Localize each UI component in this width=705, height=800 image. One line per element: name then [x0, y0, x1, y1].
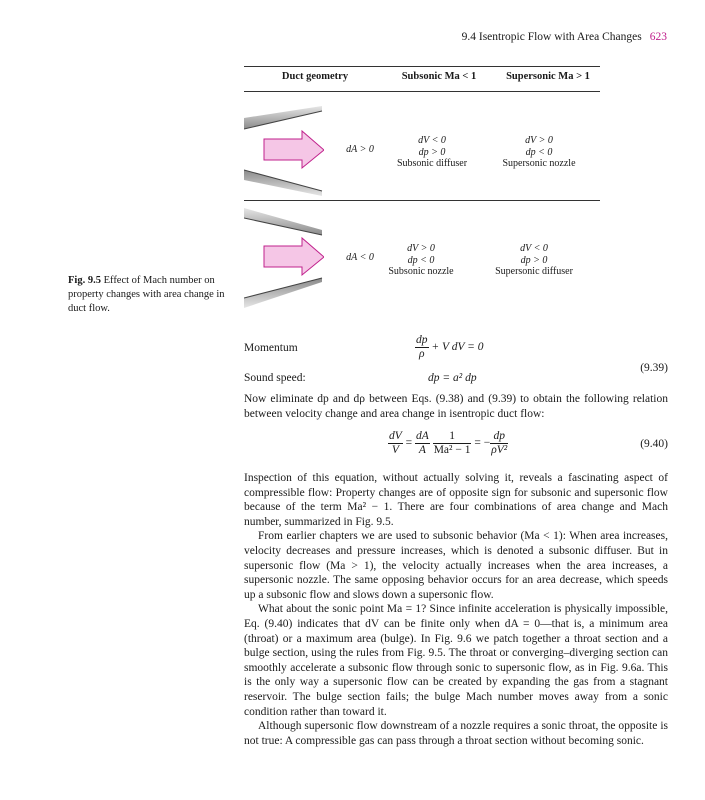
eq940-t2-den: A [418, 444, 426, 456]
eq940-term3 [433, 430, 472, 457]
row2-sup-dp: dp > 0 [520, 254, 548, 266]
eq940-t3-den: Ma² − 1 [433, 444, 471, 456]
momentum-rest: + V dV = 0 [431, 341, 484, 354]
row2-sub-dV: dV > 0 [407, 243, 435, 254]
flow-arrow-icon [264, 238, 324, 275]
row1-sup-dp: dp < 0 [525, 146, 553, 158]
eq-number-940: (9.40) [640, 438, 668, 450]
duct-wall-top [244, 106, 322, 129]
col-header-supersonic: Supersonic Ma > 1 [506, 71, 590, 82]
momentum-fraction [415, 334, 429, 361]
eq940-term4 [490, 430, 508, 457]
figure-caption [68, 274, 238, 316]
eq940-t2-num: dA [416, 430, 429, 442]
eq940-t3-num: 1 [433, 430, 472, 444]
page-number: 623 [649, 31, 667, 43]
row1-sup-dV: dV > 0 [525, 135, 553, 146]
figure-label: Fig. 9.5 [68, 275, 101, 286]
sound-speed-equation: dp = a² dp [428, 372, 477, 384]
section-title: 9.4 Isentropic Flow with Area Changes [461, 31, 642, 43]
row2-supersonic-cell [469, 243, 599, 278]
eq940-t4-num: dp [490, 430, 508, 444]
eq940-equals-1: = [405, 437, 413, 450]
paragraph-2: From earlier chapters we are used to subsonic behavior (Ma < 1): When area increases, velocity decreases and pressure increases, which is denoted a subsonic diffuser. But in supersonic flow (Ma > 1), the velocity actually increases when the area increases, a supersonic nozzle. The same opposing behavior occurs for an area decrease, which speeds up a subsonic flow and slows down a supersonic flow. [244, 530, 668, 601]
momentum-equation [415, 334, 484, 361]
running-header [462, 31, 667, 43]
eq940-minus: − [483, 437, 491, 450]
diverging-duct-diagram [244, 96, 324, 206]
row1-sup-name: Supersonic nozzle [502, 158, 576, 169]
row2-sub-dp: dp < 0 [407, 254, 435, 266]
row1-sub-name: Subsonic diffuser [396, 158, 468, 169]
eq940-t1-num: dV [389, 430, 402, 442]
eq-number-939: (9.39) [640, 362, 668, 374]
row1-supersonic-cell [474, 135, 604, 170]
momentum-den: ρ [418, 348, 425, 360]
duct-wall-top [244, 208, 322, 235]
sound-speed-label: Sound speed: [244, 372, 306, 384]
paragraph-3: What about the sonic point Ma = 1? Since infinite acceleration is physically impossible, Eq. (9.40) indicates that dV can be finite only when dA = 0—that is, a minimum area (throat) or a maximum area (bulge). In Fig. 9.6 we patch together a throat section and a bulge section, using the rules from Fig. 9.5. The throat or converging–diverging section can smoothly accelerate a subsonic flow through sonic to supersonic flow, as in Fig. 9.6a. This is the only way a supersonic flow can be created by expanding the gas from a stagnant reservoir. The bulge section fails; the bulge Mach number moves away from a sonic condition rather than toward it. [244, 603, 668, 718]
eq940-term2 [415, 430, 430, 457]
intro-paragraph [244, 392, 668, 421]
row1-sub-dp: dp > 0 [418, 146, 446, 158]
figure-caption-text: Effect of Mach number on property changes with area change in duct flow. [68, 275, 225, 314]
row2-sup-name: Supersonic diffuser [495, 266, 573, 277]
paragraph-1: Inspection of this equation, without actually solving it, reveals a fascinating aspect of compressible flow: Property changes are of opposite sign for subsonic and supersonic flow because of the term Ma² − 1. There are four combinations of area change and Mach number, summarized in Fig. 9.5. [244, 472, 668, 528]
col-header-geometry: Duct geometry [281, 71, 349, 82]
equation-940 [388, 430, 508, 457]
flow-arrow-icon [264, 131, 324, 168]
row2-subsonic-cell [356, 243, 486, 278]
eq940-t4-den: ρV² [491, 444, 508, 456]
eq940-equals-2: = [474, 437, 481, 450]
duct-wall-bottom [244, 170, 322, 196]
col-header-subsonic: Subsonic Ma < 1 [401, 71, 477, 82]
row1-sub-dV: dV < 0 [418, 135, 446, 146]
momentum-label: Momentum [244, 342, 298, 354]
table-top-rule [244, 66, 600, 67]
body-text [244, 471, 668, 748]
eq940-term1 [388, 430, 403, 457]
converging-duct-diagram [244, 204, 324, 314]
eq940-t1-den: V [391, 444, 399, 456]
row2-dA: dA < 0 [346, 252, 374, 263]
row2-sub-name: Subsonic nozzle [388, 266, 454, 277]
intro-text: Now eliminate dp and dρ between Eqs. (9.38) and (9.39) to obtain the following relation between velocity change and area change in isentropic duct flow: [244, 393, 668, 420]
table-header-rule [244, 91, 600, 92]
table-mid-rule [244, 200, 600, 201]
paragraph-4: Although supersonic flow downstream of a nozzle requires a sonic throat, the opposite is not true: A compressible gas can pass through a throat section without becoming sonic. [244, 720, 668, 747]
row2-sup-dV: dV < 0 [520, 243, 548, 254]
momentum-num: dp [416, 334, 428, 346]
duct-wall-bottom [244, 278, 322, 308]
row1-dA: dA > 0 [346, 144, 374, 155]
